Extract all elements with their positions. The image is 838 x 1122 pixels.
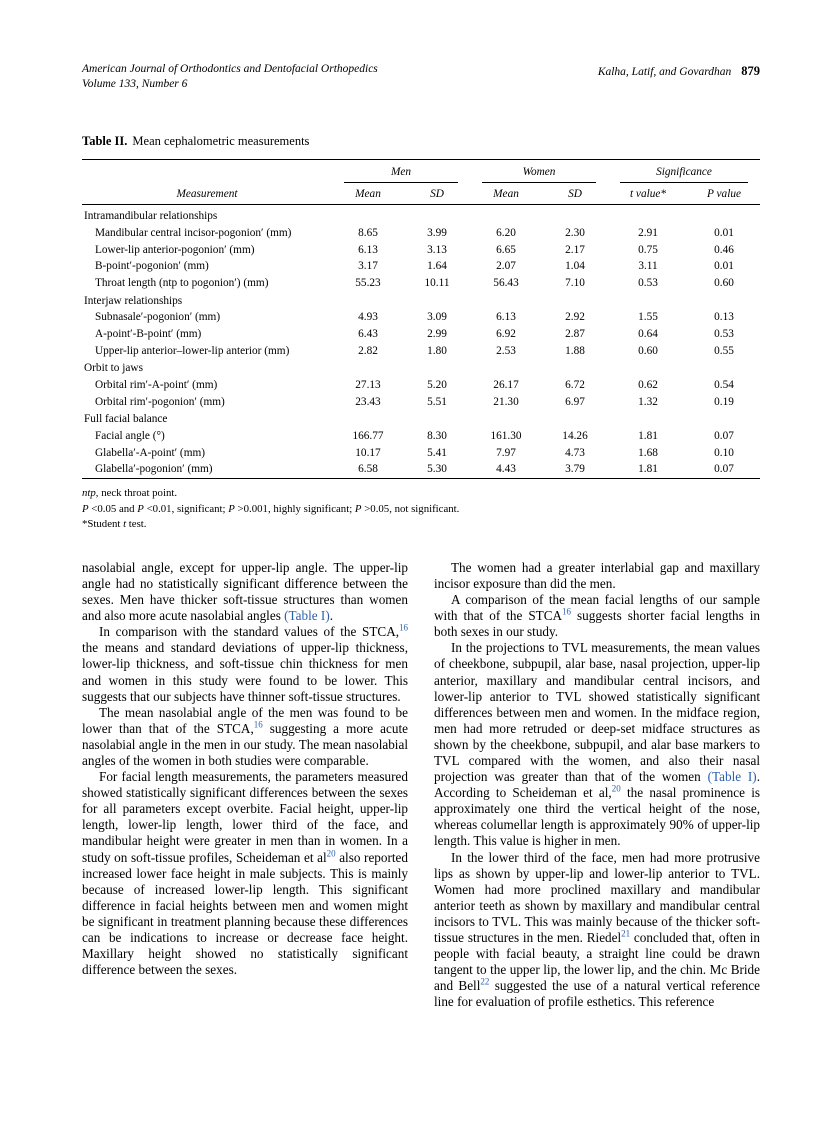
table-cell-value: 6.72: [565, 378, 585, 391]
table-cell-value: 27.13: [355, 378, 381, 391]
column-header: P value: [688, 183, 760, 205]
table-cell-value: 6.58: [358, 463, 378, 476]
table-reference-link[interactable]: (Table I): [707, 769, 757, 785]
table-cell-value: 0.01: [714, 260, 734, 273]
table-cell-value: 1.55: [638, 311, 658, 324]
table-column-header-row: [82, 183, 760, 205]
measurement-label: Upper-lip anterior–lower-lip anterior (mm): [95, 344, 290, 357]
table-cell-value: 5.51: [427, 395, 447, 408]
table-cell-value: 5.41: [427, 446, 447, 459]
italic-text: ntp: [82, 486, 96, 499]
measurement-label: Orbital rim′-pogonion′ (mm): [95, 395, 225, 408]
text-column-right: [434, 560, 760, 1011]
journal-title: American Journal of Orthodontics and Dentofacial Orthopedics: [82, 63, 378, 75]
cephalometric-measurements-table: [82, 159, 760, 479]
table-cell-value: 1.88: [565, 344, 585, 357]
table-data-row: [82, 309, 760, 326]
table-footnotes: [82, 486, 760, 533]
table-cell-value: 0.07: [714, 463, 734, 476]
citation-link[interactable]: 20: [326, 848, 336, 859]
body-paragraph: For facial length measurements, the parameters measured showed statistically significant differences between the sexes for all parameters except overbite. Facial height, upper-lip length, lower-lip length, lower third of the face, and mandibular height were greater in men than in women. In a study on soft-tissue profiles, Scheideman et al$^{20}$ also reported increased lower face height in male subjects. This is mainly because of increased lower-lip length. This significant difference in facial heights between men and women might be significant in treatment planning because these differences can be indications to increase or decrease face height. Maxillary height showed no statistically significant difference between the sexes.: [82, 769, 408, 978]
page-header: [82, 62, 760, 92]
group-header-label: Women: [482, 165, 596, 183]
table-body: [82, 205, 760, 479]
italic-text: P: [354, 502, 362, 515]
measurement-label: Mandibular central incisor-pogonion′ (mm): [95, 226, 292, 239]
table-cell-value: 10.17: [355, 446, 381, 459]
table-section: [82, 134, 760, 533]
body-paragraph: In comparison with the standard values of the STCA,$^{16}$ the means and standard deviations of upper-lip thickness, lower-lip thickness, and soft-tissue chin thickness for men and women in this study were found to be lower. This suggests that our subjects have thinner soft-tissue structures.: [82, 622, 408, 704]
table-cell-value: 166.77: [352, 429, 384, 442]
body-paragraph: In the projections to TVL measurements, the mean values of cheekbone, subpupil, alar base, nasal projection, upper-lip anterior, maxillary and mandibular central incisors, and lower-lip anterior to TVL showed statistically significant differences between men and women. In the midface region, men had more retruded or deep-set midface structures as shown by the cheekbone, subpupil, and alar base markers to TVL compared with the women, and also their nasal projection was greater than that of the women (Table I). According to Scheideman et al,$^{20}$ the nasal prominence is approximately one third the vertical height of the nose, whereas columellar length is approximately 90% of upper-lip length. This value is higher in men.: [434, 640, 760, 849]
article-body: [82, 560, 760, 1011]
table-cell-value: 8.65: [358, 226, 378, 239]
table-cell-value: 0.46: [714, 243, 734, 256]
table-data-row: [82, 242, 760, 259]
table-cell-value: 0.55: [714, 344, 734, 357]
column-header: t value*: [608, 183, 688, 205]
table-caption: [82, 134, 760, 149]
table-cell-value: 0.60: [714, 276, 734, 289]
table-section-title: Interjaw relationships: [84, 294, 183, 307]
table-section-row: [82, 410, 760, 428]
table-group-header-row: [82, 159, 760, 182]
italic-text: t: [123, 518, 127, 531]
table-cell-value: 6.92: [496, 327, 516, 340]
column-header: Mean: [470, 183, 542, 205]
citation-info: [598, 62, 760, 80]
table-section-title: Full facial balance: [84, 413, 168, 426]
table-cell-value: 0.53: [638, 276, 658, 289]
table-cell-value: 6.43: [358, 327, 378, 340]
table-cell-value: 0.75: [638, 243, 658, 256]
table-cell-value: 1.04: [565, 260, 585, 273]
table-data-row: [82, 326, 760, 343]
group-header-label: Men: [344, 165, 458, 183]
table-cell-value: 1.64: [427, 260, 447, 273]
table-cell-value: 6.20: [496, 226, 516, 239]
table-cell-value: 23.43: [355, 395, 381, 408]
table-cell-value: 2.82: [358, 344, 378, 357]
table-section-row: [82, 359, 760, 377]
page-number: 879: [741, 64, 760, 78]
table-footnote: *Student t test.: [82, 518, 147, 531]
table-data-row: [82, 377, 760, 394]
table-cell-value: 55.23: [355, 276, 381, 289]
table-cell-value: 3.09: [427, 311, 447, 324]
measurement-label: Orbital rim′-A-point′ (mm): [95, 378, 218, 391]
table-footnote: P <0.05 and P <0.01, significant; P >0.001, highly significant; P >0.05, not significant.: [82, 502, 460, 515]
table-cell-value: 1.32: [638, 395, 658, 408]
measurement-label: Throat length (ntp to pogonion′) (mm): [95, 276, 269, 289]
table-cell-value: 6.65: [496, 243, 516, 256]
citation-link[interactable]: 21: [621, 928, 631, 939]
table-data-row: [82, 461, 760, 478]
blank-header-cell: [82, 159, 332, 182]
table-footnote: ntp, neck throat point.: [82, 486, 178, 499]
table-cell-value: 0.10: [714, 446, 734, 459]
group-header-men: [332, 159, 470, 182]
table-cell-value: 2.92: [565, 311, 585, 324]
table-cell-value: 3.13: [427, 243, 447, 256]
body-paragraph: A comparison of the mean facial lengths of our sample with that of the STCA$^{16}$ suggests shorter facial lengths in both sexes in our study.: [434, 592, 760, 640]
table-cell-value: 10.11: [424, 276, 450, 289]
table-cell-value: 0.07: [714, 429, 734, 442]
table-cell-value: 0.62: [638, 378, 658, 391]
italic-text: P: [82, 502, 89, 515]
table-caption-text: Mean cephalometric measurements: [132, 133, 310, 148]
table-cell-value: 3.99: [427, 226, 447, 239]
table-cell-value: 0.01: [714, 226, 734, 239]
table-data-row: [82, 225, 760, 242]
table-cell-value: 5.30: [427, 463, 447, 476]
table-section-row: [82, 292, 760, 310]
body-paragraph: In the lower third of the face, men had more protrusive lips as shown by upper-lip and lower-lip anterior to TVL. Women had more proclined maxillary and mandibular anterior teeth as shown by maxillary and mandibular central incisors to TVL. This was mainly because of the thicker soft-tissue structures in the men. Riedel$^{21}$ concluded that, often in people with facial beauty, a straight line could be drawn tangent to the upper lip, the lower lip, and the chin. Mc Bride and Bell$^{22}$ suggested the use of a natural vertical reference line for evaluation of profile esthetics. This reference: [434, 849, 760, 1010]
italic-text: P: [137, 502, 144, 515]
measurement-label: Facial angle (°): [95, 429, 165, 442]
measurement-label: A-point′-B-point′ (mm): [95, 327, 202, 340]
body-paragraph: The mean nasolabial angle of the men was found to be lower than that of the STCA,$^{16}$ suggesting a more acute nasolabial angle in the men in our study. The mean nasolabial angles of the women in both studies were comparable.: [82, 704, 409, 769]
measurement-label: Lower-lip anterior-pogonion′ (mm): [95, 243, 255, 256]
table-cell-value: 21.30: [493, 395, 519, 408]
table-cell-value: 0.13: [714, 311, 734, 324]
table-cell-value: 2.30: [565, 226, 585, 239]
body-paragraph: nasolabial angle, except for upper-lip angle. The upper-lip angle had no statistically significant difference between the sexes. Men have thicker soft-tissue structures than women and also more acute nasolabial angles (Table I).: [82, 559, 408, 624]
table-cell-value: 4.93: [358, 311, 378, 324]
table-cell-value: 6.13: [496, 311, 516, 324]
table-cell-value: 3.79: [565, 463, 585, 476]
table-cell-value: 0.60: [638, 344, 658, 357]
table-data-row: [82, 343, 760, 360]
citation-link[interactable]: 16: [253, 719, 263, 730]
table-cell-value: 2.07: [496, 260, 516, 273]
table-cell-value: 8.30: [427, 429, 447, 442]
citation-link[interactable]: 16: [399, 622, 408, 633]
citation-link[interactable]: 16: [562, 606, 572, 617]
table-reference-link[interactable]: (Table I): [284, 608, 330, 624]
table-cell-value: 6.97: [565, 395, 585, 408]
measurement-label: Glabella′-A-point′ (mm): [95, 446, 206, 459]
table-data-row: [82, 275, 760, 292]
group-header-label: Significance: [620, 165, 748, 183]
citation-link[interactable]: 20: [611, 783, 621, 794]
table-data-row: [82, 445, 760, 462]
table-cell-value: 2.17: [565, 243, 585, 256]
table-label: Table II.: [82, 133, 128, 148]
body-paragraph: The women had a greater interlabial gap and maxillary incisor exposure than did the men.: [434, 559, 760, 591]
table-cell-value: 1.80: [427, 344, 447, 357]
table-cell-value: 2.99: [427, 327, 447, 340]
table-cell-value: 56.43: [493, 276, 519, 289]
table-cell-value: 1.81: [638, 429, 658, 442]
journal-volume: Volume 133, Number 6: [82, 77, 188, 90]
group-header-women: [470, 159, 608, 182]
column-header: SD: [542, 183, 608, 205]
table-cell-value: 7.10: [565, 276, 585, 289]
table-data-row: [82, 428, 760, 445]
table-cell-value: 1.68: [638, 446, 658, 459]
table-cell-value: 3.11: [638, 260, 658, 273]
table-data-row: [82, 258, 760, 275]
table-section-row: [82, 205, 760, 225]
table-cell-value: 0.54: [714, 378, 734, 391]
table-data-row: [82, 394, 760, 411]
table-cell-value: 0.64: [638, 327, 658, 340]
group-header-significance: [608, 159, 760, 182]
table-head: [82, 159, 760, 204]
authors: Kalha, Latif, and Govardhan: [597, 66, 732, 78]
citation-link[interactable]: 22: [480, 976, 490, 987]
table-cell-value: 2.53: [496, 344, 516, 357]
table-cell-value: 0.19: [714, 395, 734, 408]
table-cell-value: 14.26: [562, 429, 588, 442]
column-header: Measurement: [82, 183, 332, 205]
table-cell-value: 4.73: [565, 446, 585, 459]
table-cell-value: 1.81: [638, 463, 658, 476]
table-cell-value: 5.20: [427, 378, 447, 391]
table-cell-value: 4.43: [496, 463, 516, 476]
table-cell-value: 6.13: [358, 243, 378, 256]
table-cell-value: 161.30: [490, 429, 522, 442]
column-header: Mean: [332, 183, 404, 205]
journal-info: [82, 62, 378, 92]
italic-text: P: [228, 502, 235, 515]
table-cell-value: 2.87: [565, 327, 585, 340]
table-cell-value: 2.91: [638, 226, 658, 239]
column-header: SD: [404, 183, 470, 205]
measurement-label: B-point′-pogonion′ (mm): [95, 260, 209, 273]
text-column-left: [82, 560, 408, 1011]
table-cell-value: 3.17: [358, 260, 378, 273]
measurement-label: Subnasale′-pogonion′ (mm): [95, 311, 221, 324]
table-cell-value: 0.53: [714, 327, 734, 340]
table-cell-value: 7.97: [496, 446, 516, 459]
table-section-title: Orbit to jaws: [84, 362, 143, 375]
table-section-title: Intramandibular relationships: [84, 210, 218, 223]
table-cell-value: 26.17: [493, 378, 519, 391]
measurement-label: Glabella′-pogonion′ (mm): [95, 463, 213, 476]
